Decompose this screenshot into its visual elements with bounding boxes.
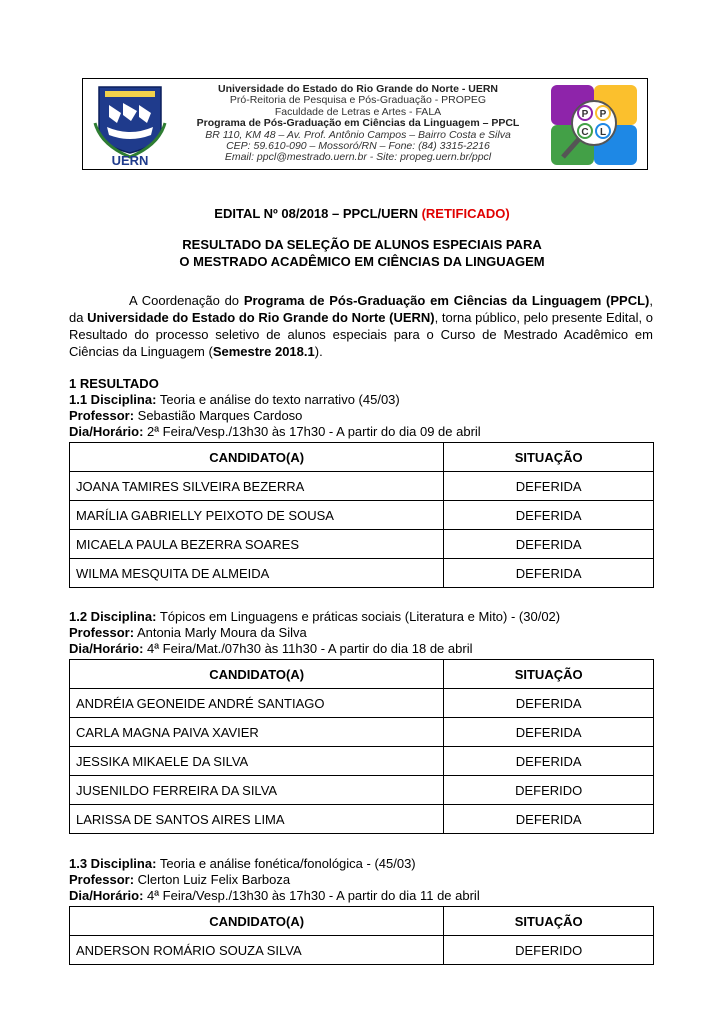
table-row: MARÍLIA GABRIELLY PEIXOTO DE SOUSA DEFERIDA: [70, 501, 654, 530]
section-title: 1 RESULTADO: [69, 376, 159, 391]
ppcl-letter-2: P: [599, 109, 607, 120]
ppcl-logo: [549, 83, 639, 167]
header-candidato: CANDIDATO(A): [70, 443, 444, 472]
table-disciplina-1-1: [69, 442, 654, 588]
edital-title: [0, 206, 724, 221]
uern-logo: [91, 83, 169, 167]
letterhead: [82, 78, 648, 170]
disciplina-1-3: 1.3 Disciplina: Teoria e análise fonética/fonológica - (45/03): [69, 856, 416, 871]
endereco: BR 110, KM 48 – Av. Prof. Antônio Campos – Bairro Costa e Silva: [205, 128, 511, 141]
faculdade: Faculdade de Letras e Artes - FALA: [274, 105, 442, 118]
table-row: JUSENILDO FERREIRA DA SILVA DEFERIDO: [70, 776, 654, 805]
professor-1-3: Professor: Clerton Luiz Felix Barboza: [69, 872, 291, 887]
table-row: CARLA MAGNA PAIVA XAVIER DEFERIDA: [70, 718, 654, 747]
uern-logo-text: UERN: [111, 153, 149, 167]
result-title-line1: RESULTADO DA SELEÇÃO DE ALUNOS ESPECIAIS PARA: [182, 237, 542, 252]
letterhead-text: [173, 84, 543, 164]
table-disciplina-1-2: [69, 659, 654, 834]
cep-fone: CEP: 59.610-090 – Mossoró/RN – Fone: (84) 3315-2216: [226, 140, 490, 153]
disciplina-1-2: 1.2 Disciplina: Tópicos em Linguagens e práticas sociais (Literatura e Mito) - (30/02): [69, 609, 561, 624]
ppcl-letter-1: P: [581, 109, 589, 120]
pro-reitoria: Pró-Reitoria de Pesquisa e Pós-Graduação - PROPEG: [229, 94, 487, 107]
table-row: JOANA TAMIRES SILVEIRA BEZERRA DEFERIDA: [70, 472, 654, 501]
table-row: WILMA MESQUITA DE ALMEIDA DEFERIDA: [70, 559, 654, 588]
header-situacao: SITUAÇÃO: [444, 660, 654, 689]
header-candidato: CANDIDATO(A): [70, 907, 444, 936]
disciplina-1-1: 1.1 Disciplina: Teoria e análise do texto narrativo (45/03): [69, 392, 400, 407]
professor-1-2: Professor: Antonia Marly Moura da Silva: [69, 625, 307, 640]
table-row: JESSIKA MIKAELE DA SILVA DEFERIDA: [70, 747, 654, 776]
professor-1-1: Professor: Sebastião Marques Cardoso: [69, 408, 303, 423]
horario-1-1: Dia/Horário: 2ª Feira/Vesp./13h30 às 17h30 - A partir do dia 09 de abril: [69, 424, 481, 439]
ppcl-letter-3: C: [581, 127, 589, 138]
horario-1-3: Dia/Horário: 4ª Feira/Vesp./13h30 às 17h30 - A partir do dia 11 de abril: [69, 888, 480, 903]
email-site: Email: ppcl@mestrado.uern.br - Site: propeg.uern.br/ppcl: [224, 151, 492, 164]
university-name: Universidade do Estado do Rio Grande do Norte - UERN: [217, 83, 499, 95]
table-row: ANDRÉIA GEONEIDE ANDRÉ SANTIAGO DEFERIDA: [70, 689, 654, 718]
table-disciplina-1-3: [69, 906, 654, 965]
header-situacao: SITUAÇÃO: [444, 443, 654, 472]
table-row: LARISSA DE SANTOS AIRES LIMA DEFERIDA: [70, 805, 654, 834]
result-title-line2: O MESTRADO ACADÊMICO EM CIÊNCIAS DA LINGUAGEM: [179, 254, 545, 269]
retificado-tag: (RETIFICADO): [421, 206, 510, 221]
header-situacao: SITUAÇÃO: [444, 907, 654, 936]
header-candidato: CANDIDATO(A): [70, 660, 444, 689]
horario-1-2: Dia/Horário: 4ª Feira/Mat./07h30 às 11h30 - A partir do dia 18 de abril: [69, 641, 473, 656]
ppcl-letter-4: L: [599, 127, 607, 138]
programa: Programa de Pós-Graduação em Ciências da Linguagem – PPCL: [196, 117, 520, 130]
edital-number: EDITAL Nº 08/2018 – PPCL/UERN: [214, 206, 418, 221]
table-row: MICAELA PAULA BEZERRA SOARES DEFERIDA: [70, 530, 654, 559]
intro-paragraph: A Coordenação do Programa de Pós-Graduação em Ciências da Linguagem (PPCL), da Universidade do Estado do Rio Grande do Norte (UERN), torna público, pelo presente Edital, o Resultado do processo seletivo de alunos especiais para o Curso de Mestrado Acadêmico em Ciências da Linguagem (Semestre 2018.1).: [69, 293, 653, 359]
table-row: ANDERSON ROMÁRIO SOUZA SILVA DEFERIDO: [70, 936, 654, 965]
